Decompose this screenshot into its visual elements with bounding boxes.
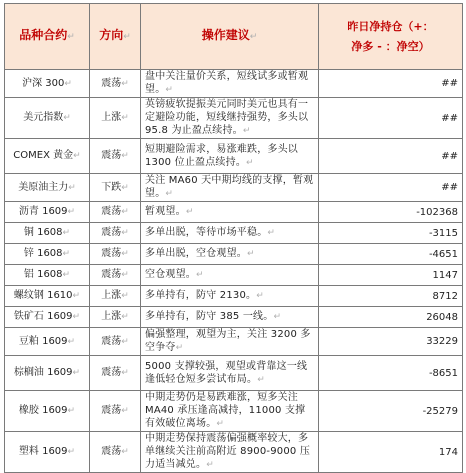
holding-cell-text: ## xyxy=(441,182,458,193)
paragraph-mark: ↵ xyxy=(72,312,81,322)
variety-cell xyxy=(5,432,90,473)
table-row xyxy=(5,432,463,473)
paragraph-mark: ↵ xyxy=(72,291,81,301)
paragraph-mark: ↵ xyxy=(121,228,129,238)
direction-cell-text: 上涨 xyxy=(101,311,122,322)
direction-cell xyxy=(90,307,141,328)
advice-cell xyxy=(141,139,319,174)
variety-cell-text: 铝 1608 xyxy=(23,269,63,280)
paragraph-mark: ↵ xyxy=(67,406,76,416)
direction-cell xyxy=(90,98,141,139)
holding-cell xyxy=(319,432,463,473)
paragraph-mark: ↵ xyxy=(63,113,71,123)
holding-cell xyxy=(319,307,463,328)
advice-cell-text: 多单持有，防守 385 一线。 xyxy=(145,311,274,322)
advice-cell-text: 英镑疲软提振美元同时美元也具有一定避险功能，短线继持强势，多头以 95.8 为止盈点续持。 xyxy=(145,99,309,136)
paragraph-mark: ↵ xyxy=(67,447,76,457)
holding-cell xyxy=(319,244,463,265)
variety-cell-text: 螺纹钢 1610 xyxy=(13,290,73,301)
variety-cell xyxy=(5,244,90,265)
paragraph-mark: ↵ xyxy=(242,126,251,136)
header-direction xyxy=(90,4,141,70)
direction-cell xyxy=(90,391,141,432)
advice-cell xyxy=(141,244,319,265)
paragraph-mark: ↵ xyxy=(73,151,81,161)
variety-cell-text: 美原油主力 xyxy=(18,181,69,193)
paragraph-mark: ↵ xyxy=(257,374,265,385)
advice-cell xyxy=(141,328,319,356)
direction-cell xyxy=(90,356,141,391)
holding-cell-text: ## xyxy=(441,150,458,162)
advice-cell-text: 多单出脱，等待市场平稳。 xyxy=(145,227,268,238)
paragraph-mark: ↵ xyxy=(121,447,129,457)
variety-cell-text: 橡胶 1609 xyxy=(18,405,68,416)
variety-cell-text: 豆粕 1609 xyxy=(18,335,68,347)
paragraph-mark: ↵ xyxy=(121,270,129,280)
holding-cell xyxy=(319,70,463,98)
direction-cell-text: 震荡 xyxy=(101,405,122,416)
paragraph-mark: ↵ xyxy=(121,249,129,259)
table-row xyxy=(5,244,463,265)
advice-cell-text: 偏强整理，观望为主，关注 3200 多空争夺 xyxy=(145,329,311,353)
header-advice xyxy=(141,4,319,70)
advice-cell xyxy=(141,432,319,473)
holding-cell xyxy=(319,202,463,223)
header-direction-label: 方向 xyxy=(99,28,124,42)
variety-cell-text: 沥青 1609 xyxy=(18,206,68,217)
holding-cell xyxy=(319,391,463,432)
holding-cell xyxy=(319,223,463,244)
paragraph-mark: ↵ xyxy=(62,249,71,259)
paragraph-mark: ↵ xyxy=(246,157,254,168)
paragraph-mark: ↵ xyxy=(121,312,129,322)
variety-cell xyxy=(5,174,90,202)
direction-cell-text: 震荡 xyxy=(101,269,122,280)
paragraph-mark: ↵ xyxy=(256,291,264,301)
paragraph-mark: ↵ xyxy=(206,460,214,470)
direction-cell xyxy=(90,223,141,244)
variety-cell xyxy=(5,223,90,244)
holding-cell xyxy=(319,265,463,286)
paragraph-mark: ↵ xyxy=(121,78,129,89)
paragraph-mark: ↵ xyxy=(165,189,174,199)
advice-cell xyxy=(141,70,319,98)
table-row xyxy=(5,223,463,244)
direction-cell xyxy=(90,286,141,307)
variety-cell xyxy=(5,328,90,356)
paragraph-mark: ↵ xyxy=(64,78,72,89)
header-advice-label: 操作建议 xyxy=(201,28,250,42)
paragraph-mark: ↵ xyxy=(196,270,204,280)
header-variety-label: 品种合约 xyxy=(19,28,68,42)
variety-cell xyxy=(5,70,90,98)
direction-cell-text: 上涨 xyxy=(101,290,122,301)
table-body xyxy=(5,70,463,473)
paragraph-mark: ↵ xyxy=(165,85,174,95)
advice-cell-text: 5000 支撑较强，观望或背靠这一线逢低轻仓短多尝试布局。 xyxy=(145,360,308,385)
table-row xyxy=(5,139,463,174)
direction-cell-text: 震荡 xyxy=(101,446,122,457)
variety-cell xyxy=(5,265,90,286)
holding-cell-text: -8651 xyxy=(428,367,458,379)
holding-cell xyxy=(319,174,463,202)
paragraph-mark: ↵ xyxy=(185,207,194,217)
header-holding xyxy=(319,4,463,70)
direction-cell xyxy=(90,70,141,98)
advice-cell xyxy=(141,286,319,307)
header-holding-line1: 昨日净持仓（+： xyxy=(347,19,434,33)
table-row xyxy=(5,286,463,307)
paragraph-mark: ↵ xyxy=(62,270,71,280)
direction-cell xyxy=(90,139,141,174)
variety-cell xyxy=(5,286,90,307)
table-row xyxy=(5,307,463,328)
holding-cell-text: -25279 xyxy=(422,405,458,417)
paragraph-mark: ↵ xyxy=(121,113,129,123)
advice-cell xyxy=(141,265,319,286)
variety-cell-text: 沪深 300 xyxy=(22,77,65,89)
holding-cell-text: ## xyxy=(441,112,458,124)
direction-cell xyxy=(90,432,141,473)
paragraph-mark: ↵ xyxy=(121,368,129,378)
direction-cell-text: 震荡 xyxy=(101,335,122,347)
direction-cell-text: 震荡 xyxy=(101,206,122,217)
table-row xyxy=(5,70,463,98)
variety-cell xyxy=(5,202,90,223)
paragraph-mark: ↵ xyxy=(267,228,276,238)
variety-cell-text: COMEX 黄金 xyxy=(13,150,74,161)
advice-cell-text: 中期走势仍是易跌难涨，短多关注 MA40 承压逢高减持，11000 支撑有效破位离场。 xyxy=(145,392,306,429)
holding-cell-text: 33229 xyxy=(426,336,458,347)
direction-cell-text: 下跌 xyxy=(101,181,122,193)
paragraph-mark: ↵ xyxy=(175,343,184,353)
holding-cell-text: 26048 xyxy=(426,311,458,323)
paragraph-mark: ↵ xyxy=(273,312,282,322)
advice-table xyxy=(4,3,463,473)
direction-cell xyxy=(90,202,141,223)
direction-cell xyxy=(90,174,141,202)
advice-cell-text: 暂观望。 xyxy=(145,206,186,217)
table-row xyxy=(5,98,463,139)
advice-cell-text: 短期避险需求，易涨难跌，多头以 1300 位止盈点续持。 xyxy=(145,143,298,168)
variety-cell xyxy=(5,307,90,328)
variety-cell xyxy=(5,356,90,391)
holding-cell xyxy=(319,139,463,174)
variety-cell-text: 棕榈油 1609 xyxy=(13,367,73,378)
direction-cell-text: 震荡 xyxy=(101,150,122,161)
table-row xyxy=(5,328,463,356)
direction-cell xyxy=(90,265,141,286)
holding-cell-text: -4651 xyxy=(428,248,458,260)
direction-cell-text: 震荡 xyxy=(101,367,122,378)
paragraph-mark: ↵ xyxy=(121,207,129,217)
advice-cell xyxy=(141,307,319,328)
advice-cell xyxy=(141,356,319,391)
paragraph-mark: ↵ xyxy=(216,419,225,429)
paragraph-mark: ↵ xyxy=(247,249,255,259)
holding-cell-text: -102368 xyxy=(416,206,458,218)
paragraph-mark: ↵ xyxy=(121,406,129,416)
direction-cell-text: 震荡 xyxy=(101,248,122,259)
paragraph-mark: ↵ xyxy=(67,207,76,217)
advice-cell xyxy=(141,174,319,202)
holding-cell-text: 8712 xyxy=(432,290,458,302)
advice-cell xyxy=(141,98,319,139)
advice-cell-text: 盘中关注量价关系，短线试多或暂观望。 xyxy=(145,71,309,95)
advice-cell-text: 多单出脱，空仓观望。 xyxy=(145,248,247,259)
holding-cell-text: ## xyxy=(441,78,458,89)
direction-cell xyxy=(90,244,141,265)
holding-cell xyxy=(319,328,463,356)
variety-cell-text: 铁矿石 1609 xyxy=(13,311,73,322)
header-holding-line2: 净多 - ：净空） xyxy=(351,39,430,53)
table-row xyxy=(5,174,463,202)
table-row xyxy=(5,265,463,286)
table-row xyxy=(5,202,463,223)
direction-cell xyxy=(90,328,141,356)
paragraph-mark: ↵ xyxy=(67,32,75,42)
paragraph-mark: ↵ xyxy=(68,182,76,193)
holding-cell-text: 1147 xyxy=(432,269,458,281)
holding-cell-text: 174 xyxy=(438,446,458,458)
paragraph-mark: ↵ xyxy=(121,336,129,347)
paragraph-mark: ↵ xyxy=(121,151,129,161)
holding-cell-text: -3115 xyxy=(428,227,458,239)
holding-cell xyxy=(319,286,463,307)
variety-cell-text: 铜 1608 xyxy=(23,227,63,238)
holding-cell xyxy=(319,98,463,139)
paragraph-mark: ↵ xyxy=(121,291,129,301)
advice-cell-text: 中期走势保持震荡偏强概率较大，多单继续关注前高附近 8900-9000 压力适当减兑。 xyxy=(145,433,311,470)
direction-cell-text: 震荡 xyxy=(101,227,122,238)
paragraph-mark: ↵ xyxy=(72,368,81,378)
advice-cell xyxy=(141,202,319,223)
advice-cell-text: 关注 MA60 天中期均线的支撑，暂观望。 xyxy=(145,175,314,199)
table-row xyxy=(5,356,463,391)
paragraph-mark: ↵ xyxy=(249,32,258,42)
direction-cell-text: 上涨 xyxy=(101,112,122,123)
paragraph-mark: ↵ xyxy=(67,336,76,347)
advice-cell xyxy=(141,223,319,244)
advice-cell xyxy=(141,391,319,432)
paragraph-mark: ↵ xyxy=(123,32,131,42)
variety-cell xyxy=(5,391,90,432)
variety-cell-text: 锌 1608 xyxy=(23,248,63,259)
direction-cell-text: 震荡 xyxy=(101,77,122,89)
paragraph-mark: ↵ xyxy=(62,228,71,238)
variety-cell xyxy=(5,98,90,139)
variety-cell-text: 美元指数 xyxy=(23,112,64,123)
advice-cell-text: 多单持有，防守 2130。 xyxy=(145,290,257,301)
variety-cell-text: 塑料 1609 xyxy=(18,446,68,457)
header-row xyxy=(5,4,463,70)
variety-cell xyxy=(5,139,90,174)
table-row xyxy=(5,391,463,432)
holding-cell xyxy=(319,356,463,391)
header-variety xyxy=(5,4,90,70)
advice-cell-text: 空仓观望。 xyxy=(145,269,196,280)
paragraph-mark: ↵ xyxy=(121,182,129,193)
